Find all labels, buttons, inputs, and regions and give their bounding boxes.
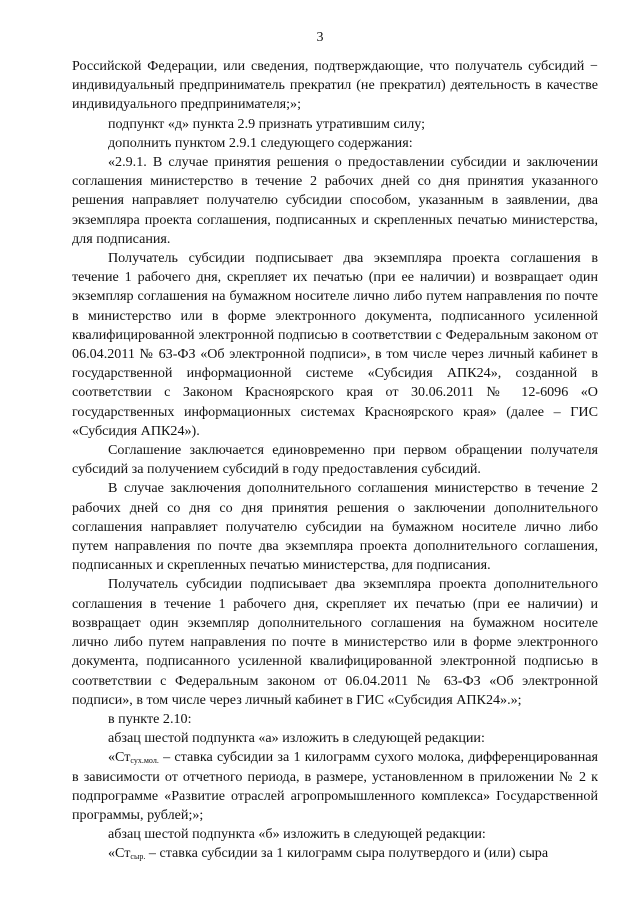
paragraph: подпункт «д» пункта 2.9 признать утратившим силу; — [108, 115, 426, 132]
paragraph: абзац шестой подпункта «а» изложить в следующей редакции: — [108, 730, 485, 747]
document-body — [72, 57, 598, 864]
paragraph: «2.9.1. В случае принятия решения о предоставлении субсидии и заключении соглашения министерство в течение 2 рабочих дней со дня принятия указанного решения направляет получателю субсидии способом, указанным в заявлении, два экземпляра проекта соглашения, подписанных и скрепленных печатью министерства, для подписания. — [72, 154, 598, 247]
formula-definition: – ставка субсидии за 1 килограмм сыра полутвердого и (или) сыра — [145, 845, 549, 862]
formula-paragraph — [72, 844, 598, 863]
formula-subscript: сыр. — [130, 852, 146, 862]
formula-definition: – ставка субсидии за 1 килограмм сухого молока, дифференцированная в зависимости от отчетного периода, в размере, установленном в приложении № 2 к подпрограмме «Развитие отраслей агропромышленного комплекса» Государственной программы, рублей;»; — [72, 749, 598, 823]
formula-paragraph — [72, 748, 598, 825]
paragraph: в пункте 2.10: — [108, 710, 192, 727]
paragraph: Соглашение заключается единовременно при первом обращении получателя субсидий за получением субсидий в году предоставления субсидий. — [72, 442, 598, 478]
paragraph: Получатель субсидии подписывает два экземпляра проекта соглашения в течение 1 рабочего дня, скрепляет их печатью (при ее наличии) и возвращает один экземпляр соглашения на бумажном носителе лично либо путем направления по почте в министерство или в форме электронного документа, подписанного усиленной квалифицированной электронной подписью в соответствии с Федеральным законом от 06.04.2011 № 63-ФЗ «Об электронной подписи», в том числе через личный кабинет в государственной информационной системе «Субсидия АПК24», созданной в соответствии с Законом Красноярского края от 30.06.2011 № 12-6096 «О государственных информационных системах Красноярского края» (далее – ГИС «Субсидия АПК24»). — [72, 250, 598, 439]
formula-symbol: «Ст — [108, 749, 131, 766]
paragraph: Российской Федерации, или сведения, подтверждающие, что получатель субсидий − индивидуальный предприниматель прекратил (не прекратил) деятельность в качестве индивидуального предпринимателя;»; — [72, 58, 598, 113]
formula-symbol: «Ст — [108, 845, 131, 862]
paragraph: абзац шестой подпункта «б» изложить в следующей редакции: — [108, 826, 486, 843]
formula-subscript: сух.мол. — [130, 756, 159, 766]
paragraph: Получатель субсидии подписывает два экземпляра проекта дополнительного соглашения в течение 1 рабочего дня, скрепляет их печатью (при ее наличии) и возвращает один экземпляр дополнительного соглашения на бумажном носителе лично либо путем направления по почте в министерство или в форме электронного документа, подписанного усиленной квалифицированной электронной подписью в соответствии с Федеральным законом от 06.04.2011 № 63-ФЗ «Об электронной подписи», в том числе через личный кабинет в ГИС «Субсидия АПК24».»; — [72, 576, 598, 708]
paragraph: дополнить пунктом 2.9.1 следующего содержания: — [108, 134, 413, 151]
page-number: 3 — [316, 30, 324, 45]
paragraph: В случае заключения дополнительного соглашения министерство в течение 2 рабочих дней со дня со дня принятия решения о заключении дополнительного соглашения направляет получателю субсидии на бумажном носителе лично либо путем направления по почте два экземпляра проекта дополнительного соглашения, подписанных и скрепленных печатью министерства, для подписания. — [72, 480, 598, 574]
